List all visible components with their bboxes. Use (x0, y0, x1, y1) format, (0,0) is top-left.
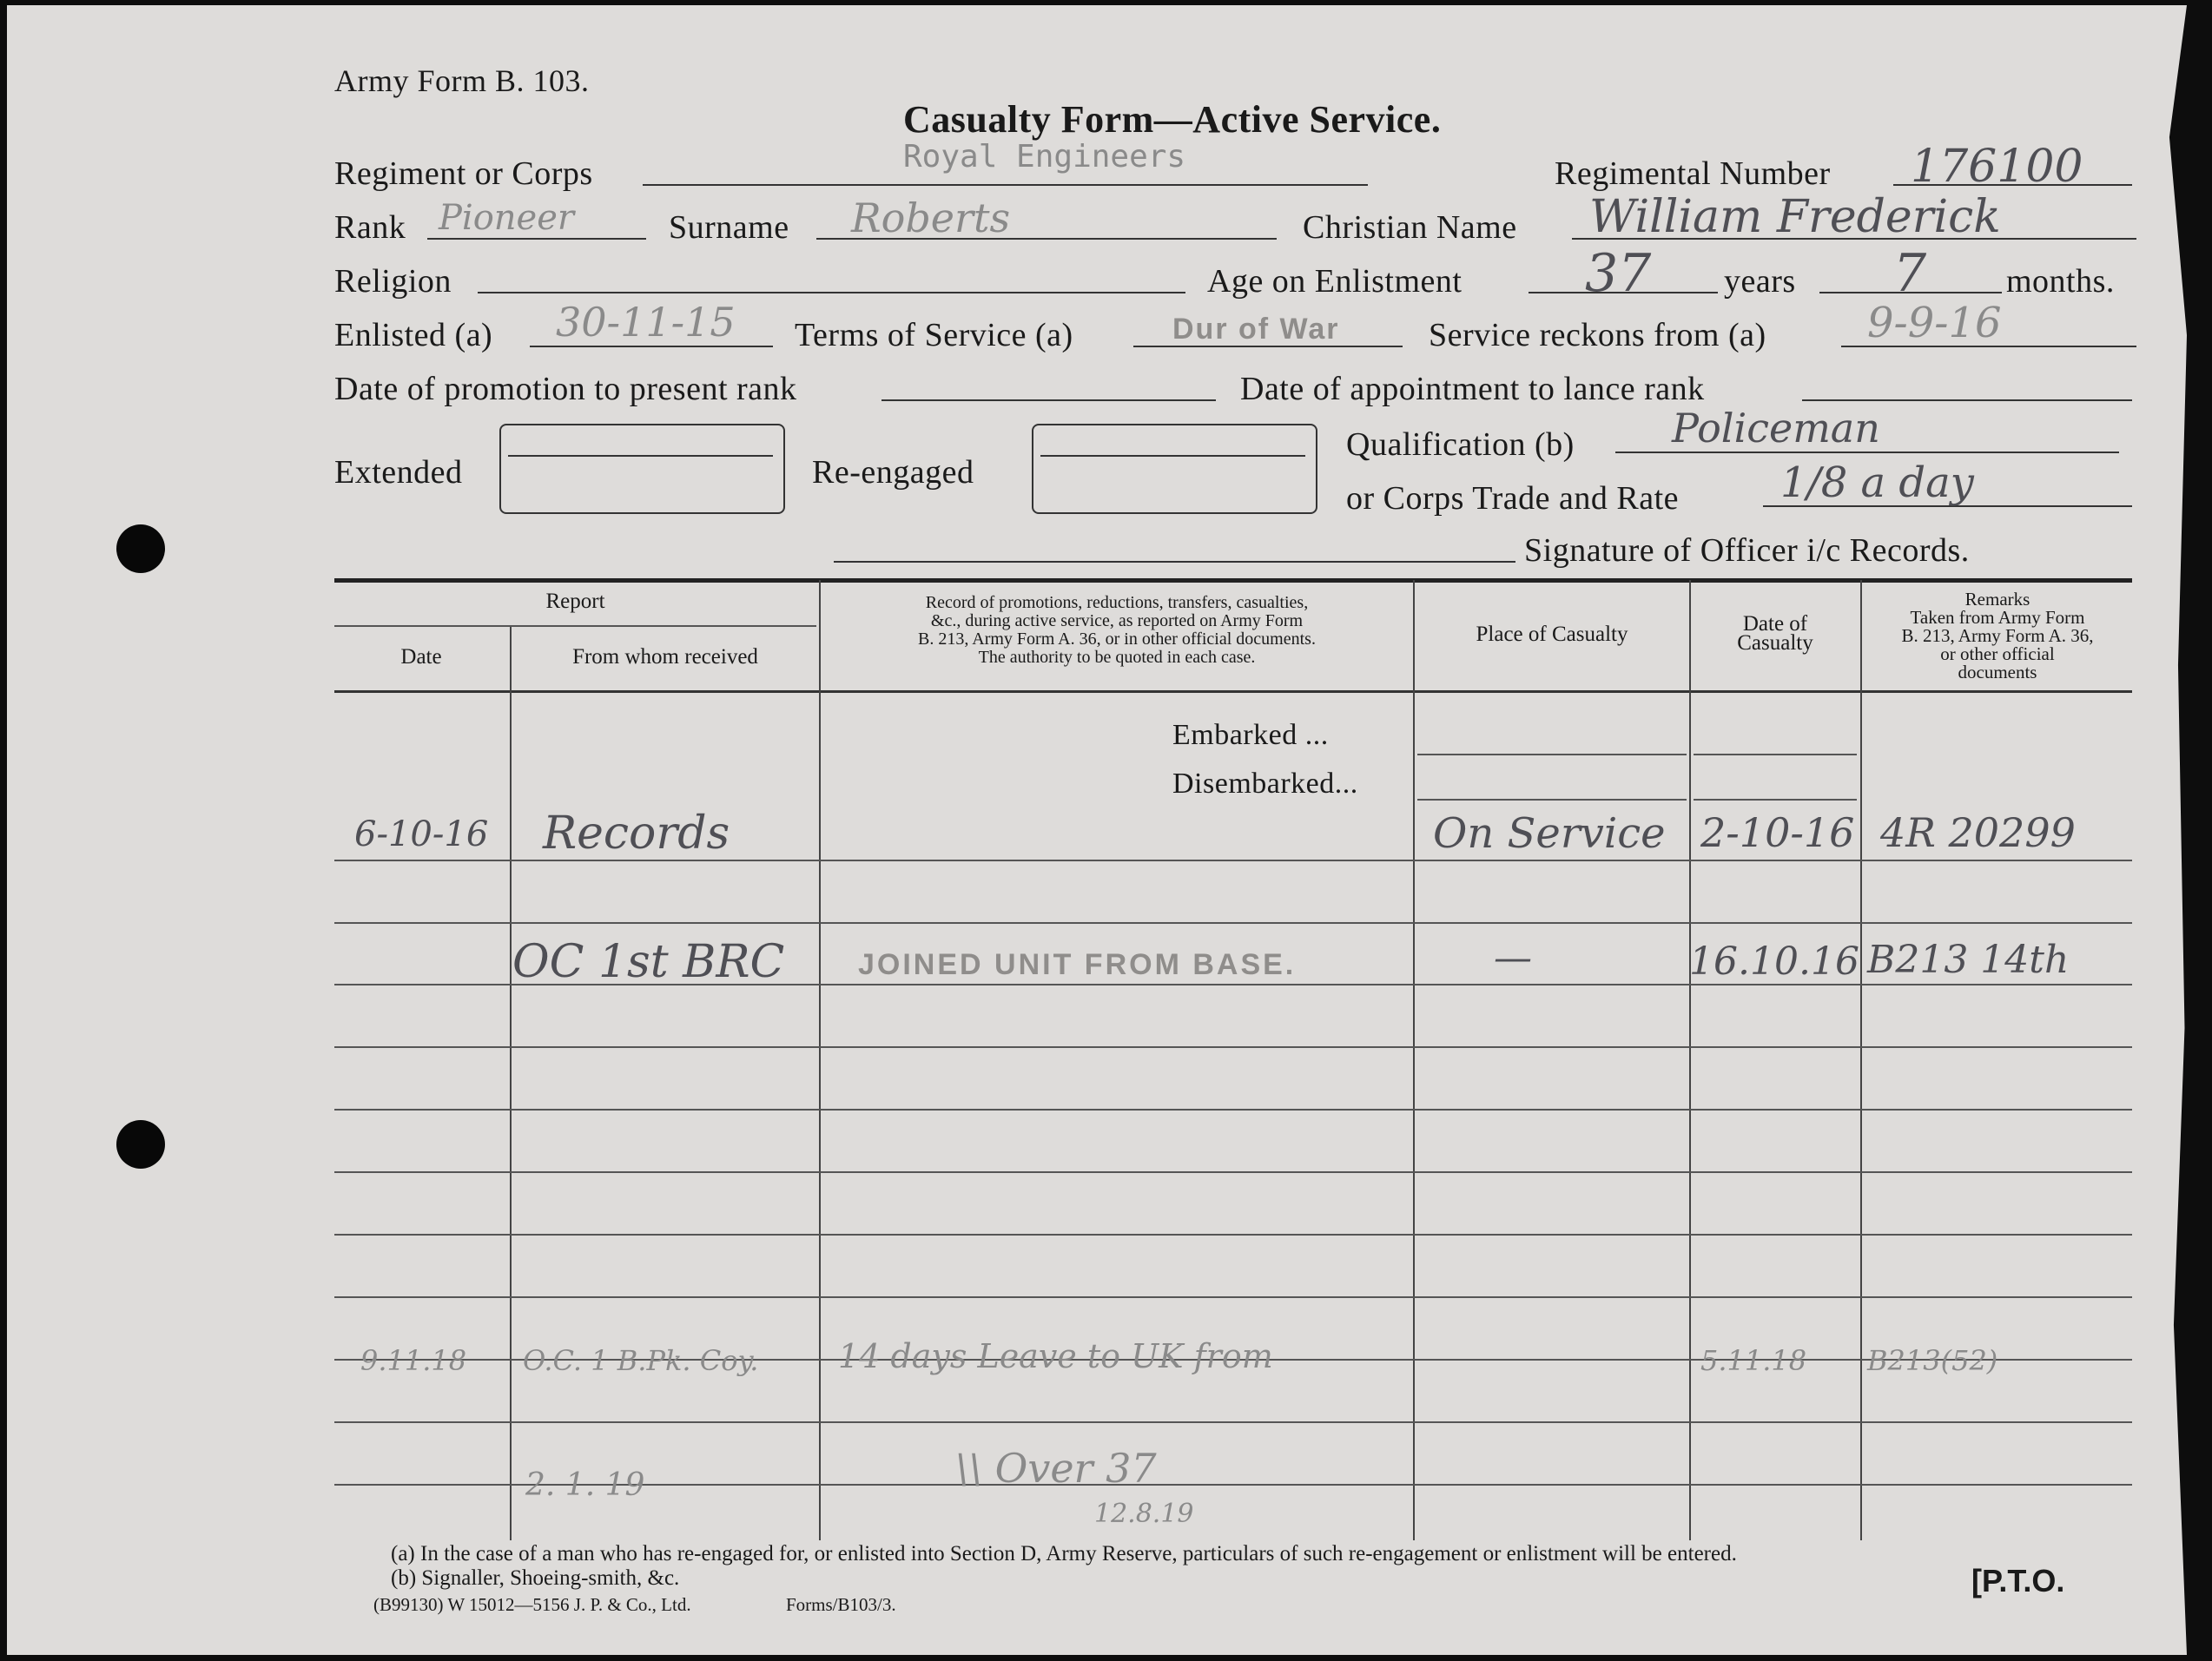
entry-2-date-casualty: 16.10.16 (1689, 939, 1859, 984)
qualification-value: Policeman (1672, 405, 1880, 452)
extended-line (508, 455, 773, 457)
table-header-rule (334, 690, 2132, 693)
religion-label: Religion (334, 263, 452, 300)
entry-3-from: O.C. 1 B.Pk. Coy. (523, 1344, 759, 1377)
promotion-line (881, 399, 1216, 401)
regimental-number-label: Regimental Number (1555, 155, 1831, 192)
punch-hole (116, 1120, 165, 1169)
corps-trade-label: or Corps Trade and Rate (1346, 480, 1680, 517)
rank-label: Rank (334, 209, 406, 246)
entry-3-date-casualty: 5.11.18 (1700, 1344, 1807, 1377)
entry-3-remarks: B213(52) (1867, 1344, 1998, 1377)
table-rule (334, 1234, 2132, 1236)
entry-1-date: 6-10-16 (354, 814, 489, 854)
header-report: Report (545, 590, 605, 613)
form-number: Army Form B. 103. (334, 63, 590, 98)
embarked-line (1417, 754, 1687, 755)
header-from-whom: From whom received (572, 645, 758, 669)
rank-value: Pioneer (439, 198, 575, 238)
appointment-label: Date of appointment to lance rank (1240, 371, 1705, 407)
religion-line (478, 292, 1185, 293)
regiment-line (643, 184, 1368, 186)
header-remarks: Remarks Taken from Army Form B. 213, Army Form A. 36, or other official documents (1901, 589, 2094, 682)
entry-2-from: OC 1st BRC (512, 936, 785, 988)
corps-trade-value: 1/8 a day (1780, 458, 1974, 507)
age-months-value: 7 (1893, 243, 1927, 304)
surname-label: Surname (669, 209, 789, 246)
service-reckons-value: 9-9-16 (1867, 299, 2002, 347)
service-reckons-label: Service reckons from (a) (1429, 317, 1766, 353)
entry-1-remarks: 4R 20299 (1880, 809, 2076, 856)
table-rule (334, 860, 2132, 861)
entry-1-from: Records (543, 807, 730, 860)
entry-4-from: 2. 1. 19 (525, 1467, 645, 1503)
extended-box (499, 424, 785, 514)
qualification-label: Qualification (b) (1346, 426, 1575, 463)
punch-hole (116, 524, 165, 573)
disembarked-line (1417, 799, 1687, 801)
entry-3-date: 9.11.18 (360, 1344, 467, 1377)
signature-line (834, 561, 1515, 563)
embarked-line (1694, 754, 1857, 755)
age-years-value: 37 (1585, 243, 1652, 304)
age-label: Age on Enlistment (1207, 263, 1463, 300)
enlisted-value: 30-11-15 (556, 299, 736, 346)
enlisted-line (530, 346, 773, 347)
christian-name-label: Christian Name (1303, 209, 1517, 246)
entry-2-remarks: B213 14th (1867, 938, 2070, 982)
header-record: Record of promotions, reductions, transfers, casualties, &c., during active service, as reported on Army Form B. 213, Army Form A. 36, or in other official documents. The authority to be quoted in each case. (918, 593, 1316, 667)
entry-2-record-stamp: JOINED UNIT FROM BASE. (858, 948, 1297, 981)
col-divider (1413, 580, 1415, 1540)
table-rule (334, 1296, 2132, 1298)
table-rule (334, 1046, 2132, 1048)
promotion-label: Date of promotion to present rank (334, 371, 797, 407)
regiment-value: Royal Engineers (903, 139, 1186, 175)
entry-1-date-casualty: 2-10-16 (1700, 809, 1855, 856)
report-sub-rule (334, 625, 816, 627)
header-place: Place of Casualty (1476, 623, 1628, 646)
col-divider (510, 627, 512, 1540)
disembarked-label: Disembarked... (1172, 768, 1358, 800)
table-rule (334, 922, 2132, 924)
disembarked-line (1694, 799, 1857, 801)
table-rule (334, 1109, 2132, 1111)
months-label: months. (2006, 263, 2115, 300)
entry-2-place: — (1494, 936, 1532, 980)
footnote-a: (a) In the case of a man who has re-engaged for, or enlisted into Section D, Army Reserve, particulars of such re-engagement or enlistment will be entered. (391, 1542, 1737, 1565)
table-rule (334, 1171, 2132, 1173)
re-engaged-box (1032, 424, 1317, 514)
years-label: years (1724, 263, 1796, 300)
col-divider (1689, 580, 1691, 1540)
qualification-line (1615, 452, 2119, 453)
christian-name-value: William Frederick (1589, 191, 2001, 243)
embarked-label: Embarked ... (1172, 719, 1329, 751)
re-engaged-label: Re-engaged (812, 454, 974, 491)
entry-4-faint-note: 12.8.19 (1094, 1499, 1194, 1529)
enlisted-label: Enlisted (a) (334, 317, 493, 353)
regiment-label: Regiment or Corps (334, 155, 593, 192)
col-divider (819, 580, 821, 1540)
entry-3-record: 14 days Leave to UK from (838, 1337, 1273, 1375)
header-date-casualty: Date of Casualty (1737, 612, 1813, 655)
surname-value: Roberts (851, 194, 1011, 241)
printer-line: (B99130) W 15012—5156 J. P. & Co., Ltd. (373, 1594, 691, 1615)
header-date: Date (400, 645, 442, 669)
regimental-number-value: 176100 (1911, 141, 2083, 193)
rank-line (427, 238, 646, 240)
form-title: Casualty Form—Active Service. (903, 98, 1442, 141)
table-rule (334, 1421, 2132, 1423)
signature-label: Signature of Officer i/c Records. (1524, 532, 1970, 569)
re-engaged-line (1040, 455, 1305, 457)
entry-1-place: On Service (1433, 809, 1666, 858)
pto-label: [P.T.O. (1971, 1563, 2065, 1598)
extended-label: Extended (334, 454, 463, 491)
terms-label: Terms of Service (a) (795, 317, 1073, 353)
appointment-line (1802, 399, 2132, 401)
terms-value: Dur of War (1172, 313, 1340, 346)
entry-4-record: \\ Over 37 (955, 1445, 1157, 1492)
col-divider (1860, 580, 1862, 1540)
forms-code: Forms/B103/3. (786, 1594, 896, 1615)
table-top-rule (334, 578, 2132, 583)
footnote-b: (b) Signaller, Shoeing-smith, &c. (391, 1566, 680, 1590)
